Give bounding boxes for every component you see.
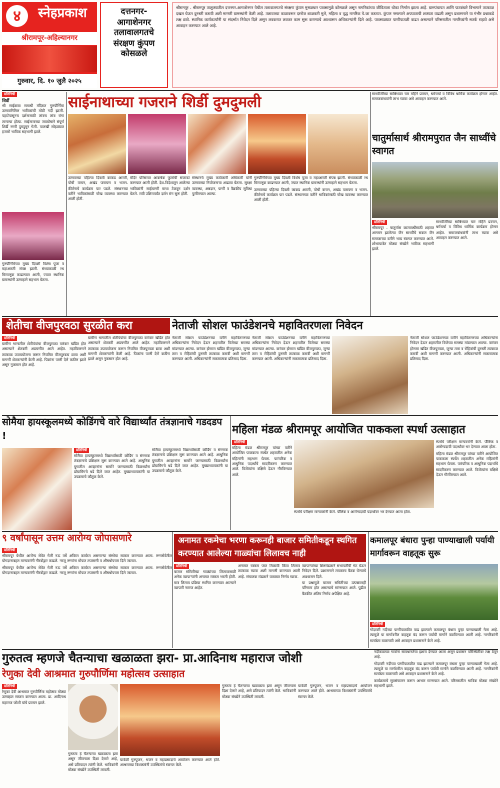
health-text: श्रीरामपूर येथील आरोग्य सेवेत गेली नऊ वर्षे अविरत कार्यरत असणाऱ्या संस्थेचा सत्कार करण्यात आला. रुग्णसेवेतील योगदानाबद्दल मान्यवरांनी गौरवोद्गार काढले. गरजू रुग्णांना मोफत तपासणी व औषधोपचार दिले जातात.	[2, 553, 172, 564]
mahila-col1	[232, 440, 292, 530]
mahila-photo	[294, 440, 434, 508]
market-text-3: व्यापाऱ्यांच्या शिष्टमंडळाने सभापतींची भेट घेऊन निवेदन दिले. प्रशासनाने लवकरच बैठक घेण्याचे आश्वासन दिले.	[302, 564, 366, 579]
jain-headline: चातुर्मासार्थ श्रीरामपुरात जैन साध्वींचे स्वागत	[372, 133, 496, 157]
rule-mid4	[2, 649, 498, 650]
somaiya-text: सोमैया हायस्कूलमध्ये विद्यार्थ्यांसाठी कोडिंग व संगणक तंत्रज्ञानाचे प्रशिक्षण सुरू करण्यात आले आहे. आधुनिक युगातील आव्हानांना सामोरे जाण्यासाठी विद्यार्थ्यांना प्रोग्रामिंगचे धडे दिले जात आहेत. मुख्याध्यापकांनी या उपक्रमाचे कौतुक केले.	[74, 453, 150, 480]
shirdi-col2	[68, 176, 128, 316]
market-text-2: अनामत रक्कम परत मिळावी किंवा लिलाव तात्काळ घ्यावा अशी मागणी करण्यात आली आहे. संचालक मंडळाने याबाबत निर्णय घ्यावा.	[238, 564, 300, 579]
vrule-lower	[172, 532, 173, 648]
health-tag: प्रतिनिधी	[4, 548, 16, 552]
market-tag: प्रतिनिधी	[176, 564, 188, 568]
rule-top	[2, 90, 498, 91]
market-headline: अनामत रकमेचा भरणा करूनही बाजार समितीकडून स्थगित करण्यात आलेल्या गाळ्यांचा लिलावच नाही	[174, 534, 366, 562]
jain-col1	[372, 220, 434, 316]
dam-headline: कमालपूर बंधारा पुन्हा पाण्याखाली पर्यायी मार्गावरून वाहतूक सुरू	[370, 535, 495, 558]
somaiya-tag: प्रतिनिधी	[76, 448, 88, 452]
masthead-ornament	[2, 46, 97, 72]
guru-tag: प्रतिनिधी	[4, 684, 16, 688]
top-story-box	[100, 2, 168, 88]
dam-photo	[370, 564, 498, 620]
vrule-right	[370, 92, 371, 316]
guru-col3	[298, 684, 372, 786]
guru-caption-1	[120, 758, 220, 786]
dam-text-c: गोदावरी नदीच्या पाणीपातळीत वाढ झाल्याने कमालपूर बंधारा पुन्हा पाण्याखाली गेला आहे. त्यामुळे या मार्गावरील वाहतूक बंद करून पर्यायी मार्गाने वळविण्यात आली आहे. नागरिकांनी सतर्कता बाळगावी असे आवाहन प्रशासनाने केले आहे.	[374, 661, 498, 677]
dam-col-2	[374, 650, 498, 786]
netaji-headline: नेताजी सोशल फाउंडेशनचे महावितरणला निवेदन	[172, 319, 363, 332]
farmers-col2	[88, 336, 170, 414]
shirdi-col4-text: संस्थानचे मुख्य कार्यकारी अधिकारी यांनी उत्सवाच्या नियोजनाचा आढावा घेतला. सुरक्षा व्यवस्था, अन्नदान, पाणी व वैद्यकीय सुविधा पुरविण्यात आल्या.	[192, 176, 252, 197]
shirdi-col1b	[2, 262, 64, 316]
top-story-lead: श्रीरामपूर - श्रीरामपूर तालुक्यातील दत्तनगर-आगाशेनगर येथील तलावालगतचे संरक्षण कुंपण मुसळधार पावसामुळे कोसळले असून नागरिकांच्या जीविताला धोका निर्माण झाला आहे. ग्रामपंचायत आणि पाटबंधारे विभागाने तात्काळ दखल घेऊन दुरुस्ती करावी अशी मागणी ग्रामस्थांनी केली आहे. तलावाच्या काठावरून दररोज शाळकरी मुले, महिला व वृद्ध नागरिक ये-जा करतात. कुंपण नसल्याने अपघाताची शक्यता वाढली असून प्रशासनाने या गंभीर प्रश्नाकडे लक्ष द्यावे. स्थानिक कार्यकर्त्यांनी या संदर्भात निवेदन दिले असून लवकरात लवकर काम सुरू करण्याचे आश्वासन अधिकाऱ्यांनी दिले आहे. पावसाळ्यात पाणीपातळी वाढत असल्याने परिसरातील नागरिकांनी सतर्क राहावे असे आवाहन करण्यात आले आहे.	[176, 5, 494, 28]
guru-text-2: गुरुतत्व हे चैतन्याचा खळाळता झरा असून जीवनाला दिशा देणारे आहे, असे प्रतिपादन त्यांनी केले. भाविकांनी मोठ्या संख्येने उपस्थिती लावली.	[222, 684, 296, 699]
market-col1	[174, 564, 236, 648]
vrule-mid	[230, 416, 231, 530]
farmers-tag: प्रतिनिधी	[4, 336, 16, 340]
mahila-text: महिला मंडळ श्रीरामपूर यांच्या वतीने आयोजित पाककला स्पर्धेत शहरातील अनेक महिलांनी सहभाग घेतला. पारंपरिक व आधुनिक पदार्थांचे सादरीकरण करण्यात आले. विजेत्यांना बक्षिसे देऊन गौरविण्यात आले.	[232, 445, 292, 477]
somaiya-col1	[74, 448, 150, 530]
dam-col	[370, 622, 498, 648]
shirdi-photo-1	[68, 114, 126, 174]
shirdi-col3	[130, 176, 190, 316]
shirdi-col2b-text: उत्सवाच्या पहिल्या दिवशी काकड आरती, पोथी वाचन, अखंड पारायण व भजन-कीर्तनाचे कार्यक्रम पार पडले. संस्थानच्या वतीने भाविकांसाठी चोख व्यवस्था करण्यात आली होती.	[254, 187, 368, 203]
jain-intro	[372, 92, 498, 130]
mahila-caption	[294, 510, 434, 530]
health-headline: ९ वर्षांपासून उत्तम आरोग्य जोपासणारे	[2, 533, 132, 544]
jain-photo	[372, 162, 498, 218]
netaji-col1	[172, 336, 250, 414]
somaiya-headline: सोमैया हायस्कूलमध्ये कोडिंगचे वारे विद्यार्थ्यांत तंत्रज्ञानाचे गडदडप !	[2, 417, 223, 442]
vrule-lower-right	[368, 532, 369, 648]
jain-col2	[436, 220, 498, 316]
rule-mid2	[2, 415, 498, 416]
shirdi-headline: साईनाथाच्या गजराने शिर्डी दुमदुमली	[68, 93, 262, 111]
somaiya-text-2: सोमैया हायस्कूलमध्ये विद्यार्थ्यांसाठी कोडिंग व संगणक तंत्रज्ञानाचे प्रशिक्षण सुरू करण्यात आले आहे. आधुनिक युगातील आव्हानांना सामोरे जाण्यासाठी विद्यार्थ्यांना प्रोग्रामिंगचे धडे दिले जात आहेत. मुख्याध्यापकांनी या उपक्रमाचे कौतुक केले.	[152, 448, 228, 474]
shirdi-place: शिर्डी	[2, 97, 10, 103]
shirdi-col1-text: श्री साईबाबा समाधी मंदिरात गुरुपौर्णिमा उत्सवानिमित्त भाविकांची मोठी गर्दी झाली. पहाटेपासूनच दर्शनासाठी लांबच लांब रांगा लागल्या होत्या. साईनामाच्या जयघोषाने संपूर्ण शिर्डी नगरी दुमदुमून गेली. पालखी सोहळ्यात हजारो भाविक सहभागी झाले.	[2, 103, 64, 135]
netaji-text-1: नेताजी सोशल फाउंडेशनच्या वतीने महावितरणच्या अधिकाऱ्यांना निवेदन देऊन शहरातील विजेच्या समस्या मांडण्यात आल्या. वारंवार होणारा खंडित वीजपुरवठा, जुन्या तारा व रोहित्रांची दुरुस्ती तात्काळ करावी अशी मागणी करण्यात आली. अधिकाऱ्यांनी सकारात्मक प्रतिसाद दिला.	[172, 336, 250, 362]
shirdi-photo-4	[248, 114, 306, 174]
dam-tag: प्रतिनिधी	[372, 622, 384, 626]
shirdi-col5	[254, 176, 368, 316]
health-text-2: श्रीरामपूर येथील आरोग्य सेवेत गेली नऊ वर्षे अविरत कार्यरत असणाऱ्या संस्थेचा सत्कार करण्यात आला. रुग्णसेवेतील योगदानाबद्दल मान्यवरांनी गौरवोद्गार काढले. गरजू रुग्णांना मोफत तपासणी व औषधोपचार दिले जातात.	[2, 565, 172, 575]
guru-text-1: रेणुका देवी आश्रमात गुरुपौर्णिमा महोत्सव मोठ्या उत्साहात साजरा करण्यात आला. प्रा. आदिनाथ महाराज जोशी यांचे प्रवचन झाले.	[2, 689, 66, 705]
netaji-col3	[410, 336, 498, 414]
shirdi-col5b-text: गुरुपौर्णिमेच्या मुख्य दिवशी विशेष पूजा व महाआरती संपन्न झाली. संध्याकाळी रथ मिरवणूक काढण्यात आली, ज्यात स्थानिक ग्रामस्थांनी उत्साहाने सहभाग घेतला.	[254, 176, 368, 186]
rule-mid3	[2, 531, 498, 532]
farmers-text-2: ग्रामीण भागातील शेतीपंपांचा वीजपुरवठा वारंवार खंडित होत असल्याने शेतकरी अडचणीत आले आहेत. महावितरणने तात्काळ उपाययोजना करून नियमित वीजपुरवठा द्यावा अशी मागणी शेतकऱ्यांनी केली आहे. पिकांना पाणी देणे कठीण झाले असून नुकसान होत आहे.	[88, 336, 170, 362]
jain-text-b: साध्वीजींच्या सान्निध्यात चार महिने प्रवचन, धर्मचर्चा व विविध धार्मिक कार्यक्रम होणार आहेत. समाजबांधवांनी लाभ घ्यावा असे आवाहन करण्यात आले.	[436, 220, 498, 241]
shirdi-photo-2	[128, 114, 186, 174]
mahila-caption-text: स्पर्धेचे परीक्षण मान्यवरांनी केले. पौष्टिक व आरोग्यदायी पदार्थांवर भर देण्यात आला होता.	[294, 510, 412, 514]
dam-text-b: नदीकाठच्या गावांना सावधानतेचा इशारा देण्यात आला असून प्रशासन परिस्थितीवर लक्ष ठेवून आहे.	[374, 650, 498, 660]
mahila-headline: महिला मंडळ श्रीरामपूर आयोजित पाककला स्पर्धा उत्साहात	[232, 423, 466, 436]
guru-caption-1-text: यावेळी गुरुपूजन, भजन व महाप्रसादाचे आयोजन करण्यात आले होते. आश्रमाच्या विश्वस्तांनी उपस्थितांचे स्वागत केले.	[120, 758, 220, 768]
shirdi-photo-3	[188, 114, 246, 174]
rule-mid1	[2, 316, 498, 317]
jain-intro-text: साध्वीजींच्या सान्निध्यात चार महिने प्रवचन, धर्मचर्चा व विविध धार्मिक कार्यक्रम होणार आहेत. समाजबांधवांनी लाभ घ्यावा असे आवाहन करण्यात आले.	[372, 92, 498, 102]
netaji-text-3: नेताजी सोशल फाउंडेशनच्या वतीने महावितरणच्या अधिकाऱ्यांना निवेदन देऊन शहरातील विजेच्या समस्या मांडण्यात आल्या. वारंवार होणारा खंडित वीजपुरवठा, जुन्या तारा व रोहित्रांची दुरुस्ती तात्काळ करावी अशी मागणी करण्यात आली. अधिकाऱ्यांनी सकारात्मक प्रतिसाद दिला.	[410, 336, 498, 362]
health-col	[2, 548, 172, 614]
brand-name: स्नेहप्रकाश	[38, 6, 87, 21]
shirdi-col2-text: उत्सवाच्या पहिल्या दिवशी काकड आरती, पोथी वाचन, अखंड पारायण व भजन-कीर्तनाचे कार्यक्रम पार पडले. संस्थानच्या वतीने भाविकांसाठी चोख व्यवस्था करण्यात आली होती.	[68, 176, 128, 202]
netaji-text-2: नेताजी सोशल फाउंडेशनच्या वतीने महावितरणच्या अधिकाऱ्यांना निवेदन देऊन शहरातील विजेच्या समस्या मांडण्यात आल्या. वारंवार होणारा खंडित वीजपुरवठा, जुन्या तारा व रोहित्रांची दुरुस्ती तात्काळ करावी अशी मागणी करण्यात आली. अधिकाऱ्यांनी सकारात्मक प्रतिसाद दिला.	[252, 336, 330, 362]
date-line: गुरुवार, दि. १० जुलै २०२५	[2, 74, 97, 88]
shirdi-photo-5	[308, 114, 368, 174]
somaiya-col2	[152, 448, 228, 530]
guru-col2	[222, 684, 296, 786]
farmers-col1	[2, 336, 86, 414]
top-story-headline: दत्तनगर-आगाशेनगर तलावालगतचे संरक्षण कुंपण कोसळले	[113, 6, 155, 58]
guru-photo-1	[120, 684, 220, 756]
guru-col1	[2, 684, 66, 786]
mahila-text-c: महिला मंडळ श्रीरामपूर यांच्या वतीने आयोजित पाककला स्पर्धेत शहरातील अनेक महिलांनी सहभाग घेतला. पारंपरिक व आधुनिक पदार्थांचे सादरीकरण करण्यात आले. विजेत्यांना बक्षिसे देऊन गौरविण्यात आले.	[436, 451, 498, 478]
mahila-tag: प्रतिनिधी	[234, 440, 246, 444]
guru-text-1b: गुरुतत्व हे चैतन्याचा खळाळता झरा असून जीवनाला दिशा देणारे आहे, असे प्रतिपादन त्यांनी केले. भाविकांनी मोठ्या संख्येने उपस्थिती लावली.	[68, 752, 118, 773]
netaji-col2	[252, 336, 330, 414]
guru-photo-portrait	[68, 684, 118, 750]
shirdi-col3-text: मंदिर परिसरात आकर्षक फुलांची सजावट करण्यात आली होती. देश-विदेशातून आलेल्या भाविकांनी साईचरणी माथा टेकवून दर्शन घेतले. रात्री उशिरापर्यंत दर्शन रांग सुरू होती.	[130, 176, 190, 197]
masthead	[2, 2, 97, 88]
shirdi-col4	[192, 176, 252, 316]
farmers-text: ग्रामीण भागातील शेतीपंपांचा वीजपुरवठा वारंवार खंडित होत असल्याने शेतकरी अडचणीत आले आहेत. महावितरणने तात्काळ उपाययोजना करून नियमित वीजपुरवठा द्यावा अशी मागणी शेतकऱ्यांनी केली आहे. पिकांना पाणी देणे कठीण झाले असून नुकसान होत आहे.	[2, 341, 86, 368]
somaiya-photo	[2, 448, 72, 530]
guru-text-3: यावेळी गुरुपूजन, भजन व महाप्रसादाचे आयोजन करण्यात आले होते. आश्रमाच्या विश्वस्तांनी उपस्थितांचे स्वागत केले.	[298, 684, 372, 699]
shirdi-tag: प्रतिनिधी	[4, 92, 16, 96]
vrule-left	[66, 92, 67, 316]
page-number: ४	[6, 5, 28, 27]
top-story-text	[172, 2, 498, 88]
guru-subheadline: रेणुका देवी आश्रमात गुरुपौर्णिमा महोत्सव उत्साहात	[2, 669, 185, 680]
shirdi-col5-text: गुरुपौर्णिमेच्या मुख्य दिवशी विशेष पूजा व महाआरती संपन्न झाली. संध्याकाळी रथ मिरवणूक काढण्यात आली, ज्यात स्थानिक ग्रामस्थांनी उत्साहाने सहभाग घेतला.	[2, 262, 64, 283]
market-col3	[302, 564, 366, 648]
mahila-col2	[436, 440, 498, 530]
market-col2	[238, 564, 300, 648]
dam-text: गोदावरी नदीच्या पाणीपातळीत वाढ झाल्याने कमालपूर बंधारा पुन्हा पाण्याखाली गेला आहे. त्यामुळे या मार्गावरील वाहतूक बंद करून पर्यायी मार्गाने वळविण्यात आली आहे. नागरिकांनी सतर्कता बाळगावी असे आवाहन प्रशासनाने केले आहे.	[370, 627, 498, 643]
mahila-text-b: स्पर्धेचे परीक्षण मान्यवरांनी केले. पौष्टिक व आरोग्यदायी पदार्थांवर भर देण्यात आला होता.	[436, 440, 498, 450]
market-text-1: बाजार समितीच्या गाळ्यांच्या लिलावासाठी अनेक व्यापाऱ्यांनी अनामत रक्कम भरली होती. मात्र लिलाव प्रक्रिया स्थगित करण्यात आल्याने व्यापारी नाराज आहेत.	[174, 569, 236, 590]
jain-tag: प्रतिनिधी	[374, 220, 386, 224]
guru-text-4: कार्यक्रमाचे सूत्रसंचालन करून आभार मानण्यात आले. परिसरातील भाविक मोठ्या संख्येने सहभागी झाले.	[374, 678, 498, 689]
shirdi-col1	[2, 92, 64, 212]
netaji-photo	[332, 336, 408, 414]
guru-col1b	[68, 752, 118, 786]
market-text-4: या प्रश्नामुळे बाजार समितीच्या उत्पन्नावरही परिणाम होत असल्याचे सांगण्यात आले. पुढील बैठकीत अंतिम निर्णय अपेक्षित आहे.	[302, 581, 366, 596]
guru-headline: गुरुतत्व म्हणजे चैतन्याचा खळाळता झरा- प्रा.आदिनाथ महाराज जोशी	[2, 651, 302, 665]
shirdi-photo-left	[2, 212, 64, 260]
jain-text-a: श्रीरामपूर - चातुर्मास कालावधीसाठी शहरात आगमन झालेल्या जैन साध्वींचे सकल जैन समाजाच्या वतीने भव्य स्वागत करण्यात आले. शोभायात्रेत मोठ्या संख्येने भाविक सहभागी झाले.	[372, 225, 434, 252]
city-line: श्रीरामपूर-अहिल्यानगर	[2, 32, 97, 45]
farmers-headline: शेतीचा वीजपुरवठा सुरळीत करा	[2, 318, 170, 334]
